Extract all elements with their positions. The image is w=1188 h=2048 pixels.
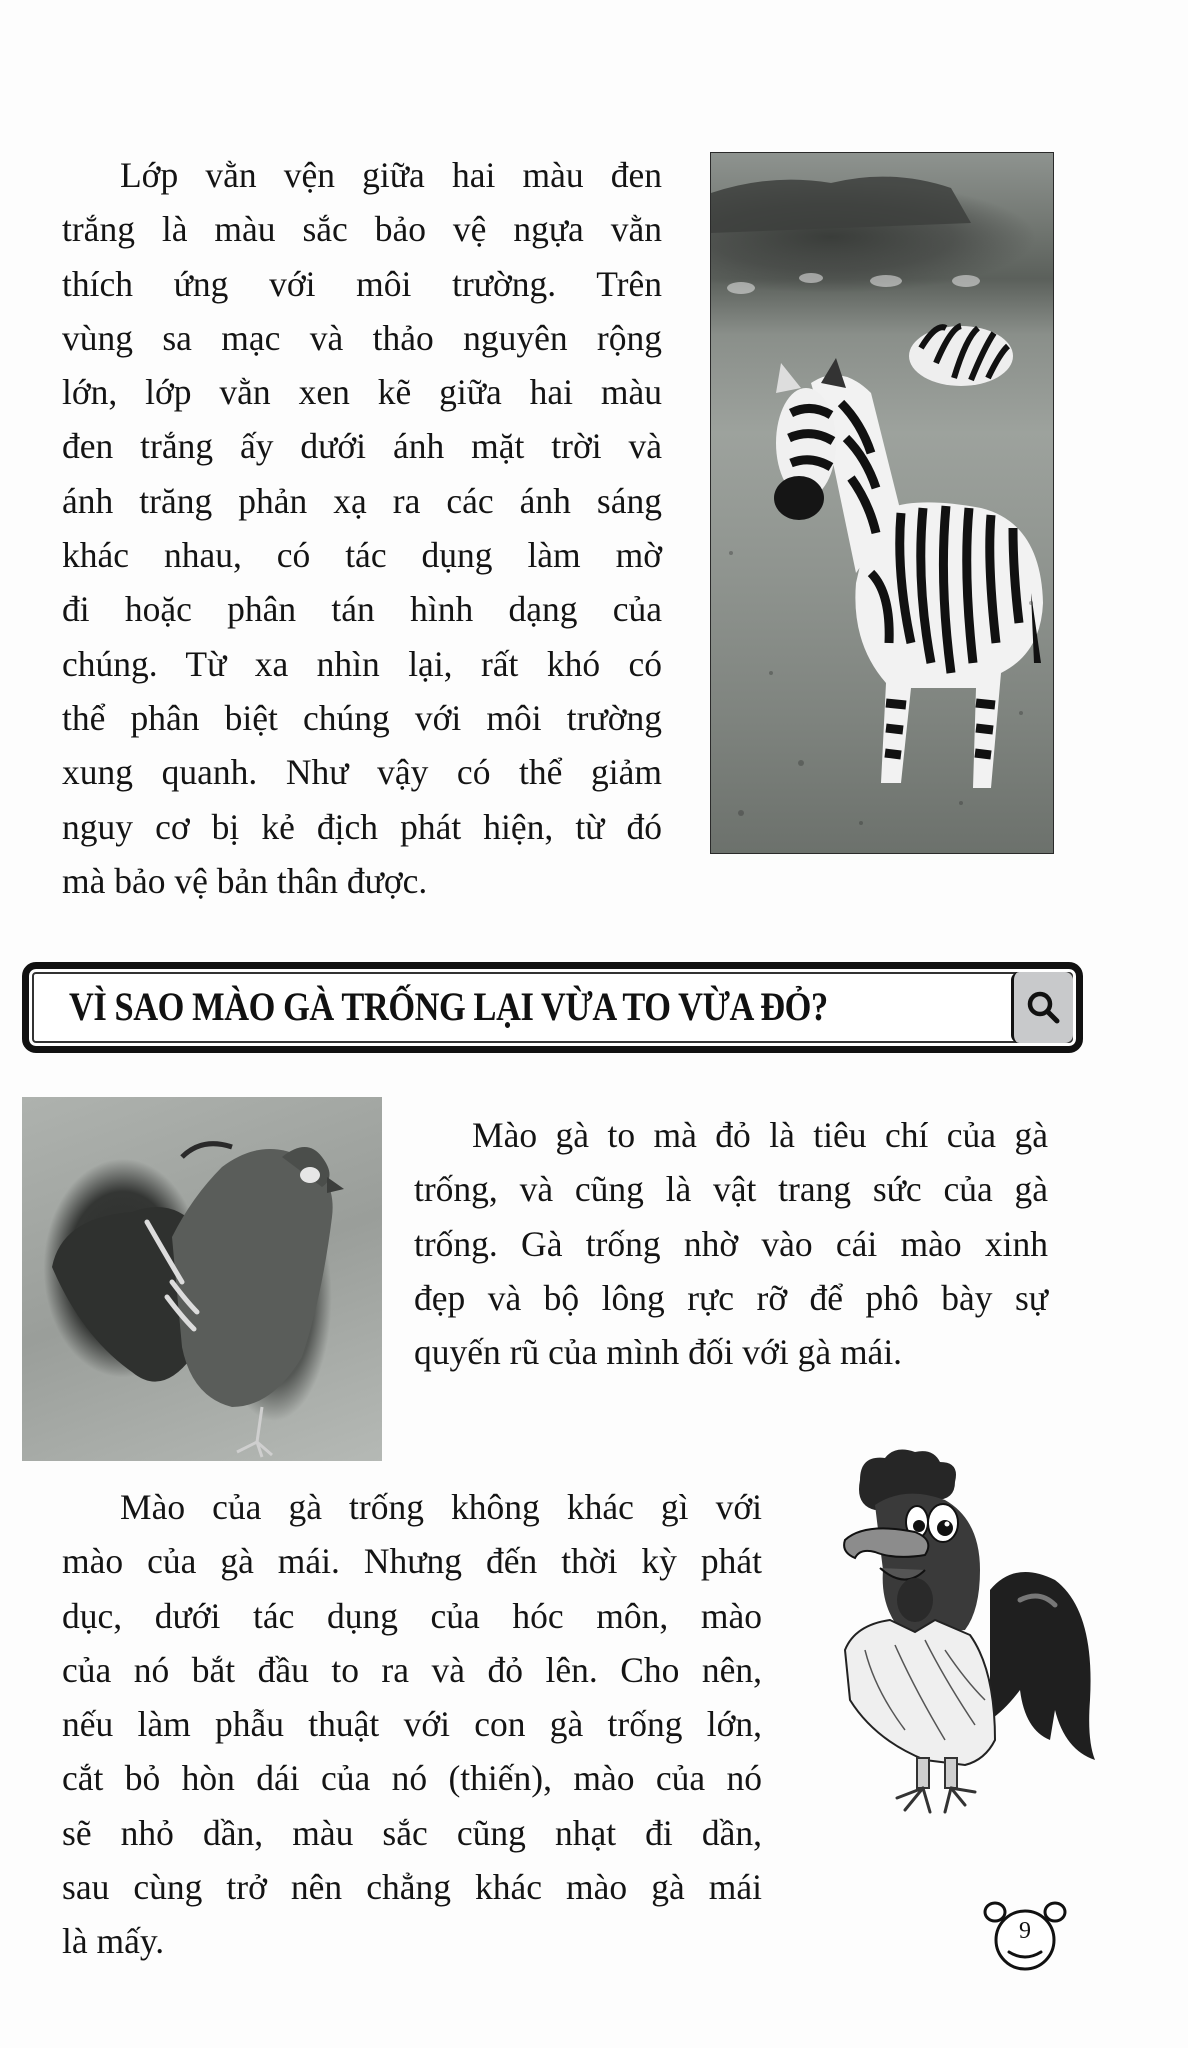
text-line: thể phân biệt chúng với môi trường (62, 697, 662, 738)
text-line: cắt bỏ hòn dái của nó (thiến), mào của nó (62, 1758, 762, 1799)
page-number-badge (983, 1898, 1067, 1974)
text-line: đẹp và bộ lông rực rỡ để phô bày sự (414, 1277, 1048, 1318)
text-line: sau cùng trở nên chẳng khác mào gà mái (62, 1867, 762, 1908)
text-line: trống, và cũng là vật trang sức của gà (414, 1169, 1048, 1210)
text-line: chúng. Từ xa nhìn lại, rất khó có (62, 643, 662, 684)
comb-intro-paragraph (414, 1108, 1048, 1379)
search-icon (1024, 988, 1064, 1028)
text-line: Lớp vằn vện giữa hai màu đen (120, 155, 662, 195)
text-line: lớn, lớp vằn xen kẽ giữa hai màu (62, 372, 662, 413)
text-line: xung quanh. Như vậy có thể giảm (62, 752, 662, 793)
text-line: Mào gà to mà đỏ là tiêu chí của gà (472, 1115, 1048, 1155)
text-line: vùng sa mạc và thảo nguyên rộng (62, 317, 662, 358)
text-line: mào của gà mái. Nhưng đến thời kỳ phát (62, 1541, 762, 1582)
section-title: VÌ SAO MÀO GÀ TRỐNG LẠI VỪA TO VỪA ĐỎ? (69, 984, 828, 1029)
text-line: mà bảo vệ bản thân được. (62, 860, 428, 901)
text-line: đi hoặc phân tán hình dạng của (62, 589, 662, 630)
text-line: sẽ nhỏ dần, màu sắc cũng nhạt đi dần, (62, 1812, 762, 1853)
cartoon-rooster-icon (805, 1440, 1105, 1820)
rooster-photo (22, 1097, 382, 1461)
search-button[interactable] (1011, 972, 1073, 1043)
text-line: Mào của gà trống không khác gì với (120, 1487, 762, 1527)
text-line: nếu làm phẫu thuật với con gà trống lớn, (62, 1704, 762, 1745)
text-line: trắng là màu sắc bảo vệ ngựa vằn (62, 209, 662, 250)
text-line: quyến rũ của mình đối với gà mái. (414, 1332, 903, 1373)
text-line: nguy cơ bị kẻ địch phát hiện, từ đó (62, 806, 662, 847)
text-line: đen trắng ấy dưới ánh mặt trời và (62, 426, 662, 467)
text-line: dục, dưới tác dụng của hóc môn, mào (62, 1595, 762, 1636)
comb-hormone-paragraph (62, 1480, 762, 1969)
rooster-illustration (22, 1097, 382, 1461)
text-line: thích ứng với môi trường. Trên (62, 263, 662, 304)
text-line: trống. Gà trống nhờ vào cái mào xinh (414, 1223, 1048, 1264)
page-number: 9 (1019, 1918, 1031, 1944)
zebra-illustration (711, 153, 1053, 853)
zebra-paragraph (62, 148, 662, 908)
text-line: của nó bắt đầu to ra và đỏ lên. Cho nên, (62, 1649, 762, 1690)
cartoon-rooster (805, 1440, 1105, 1820)
zebra-photo (710, 152, 1054, 854)
text-line: khác nhau, có tác dụng làm mờ (62, 535, 662, 576)
text-line: ánh trăng phản xạ ra các ánh sáng (62, 480, 662, 521)
section-header (22, 962, 1083, 1053)
text-line: là mấy. (62, 1921, 165, 1962)
